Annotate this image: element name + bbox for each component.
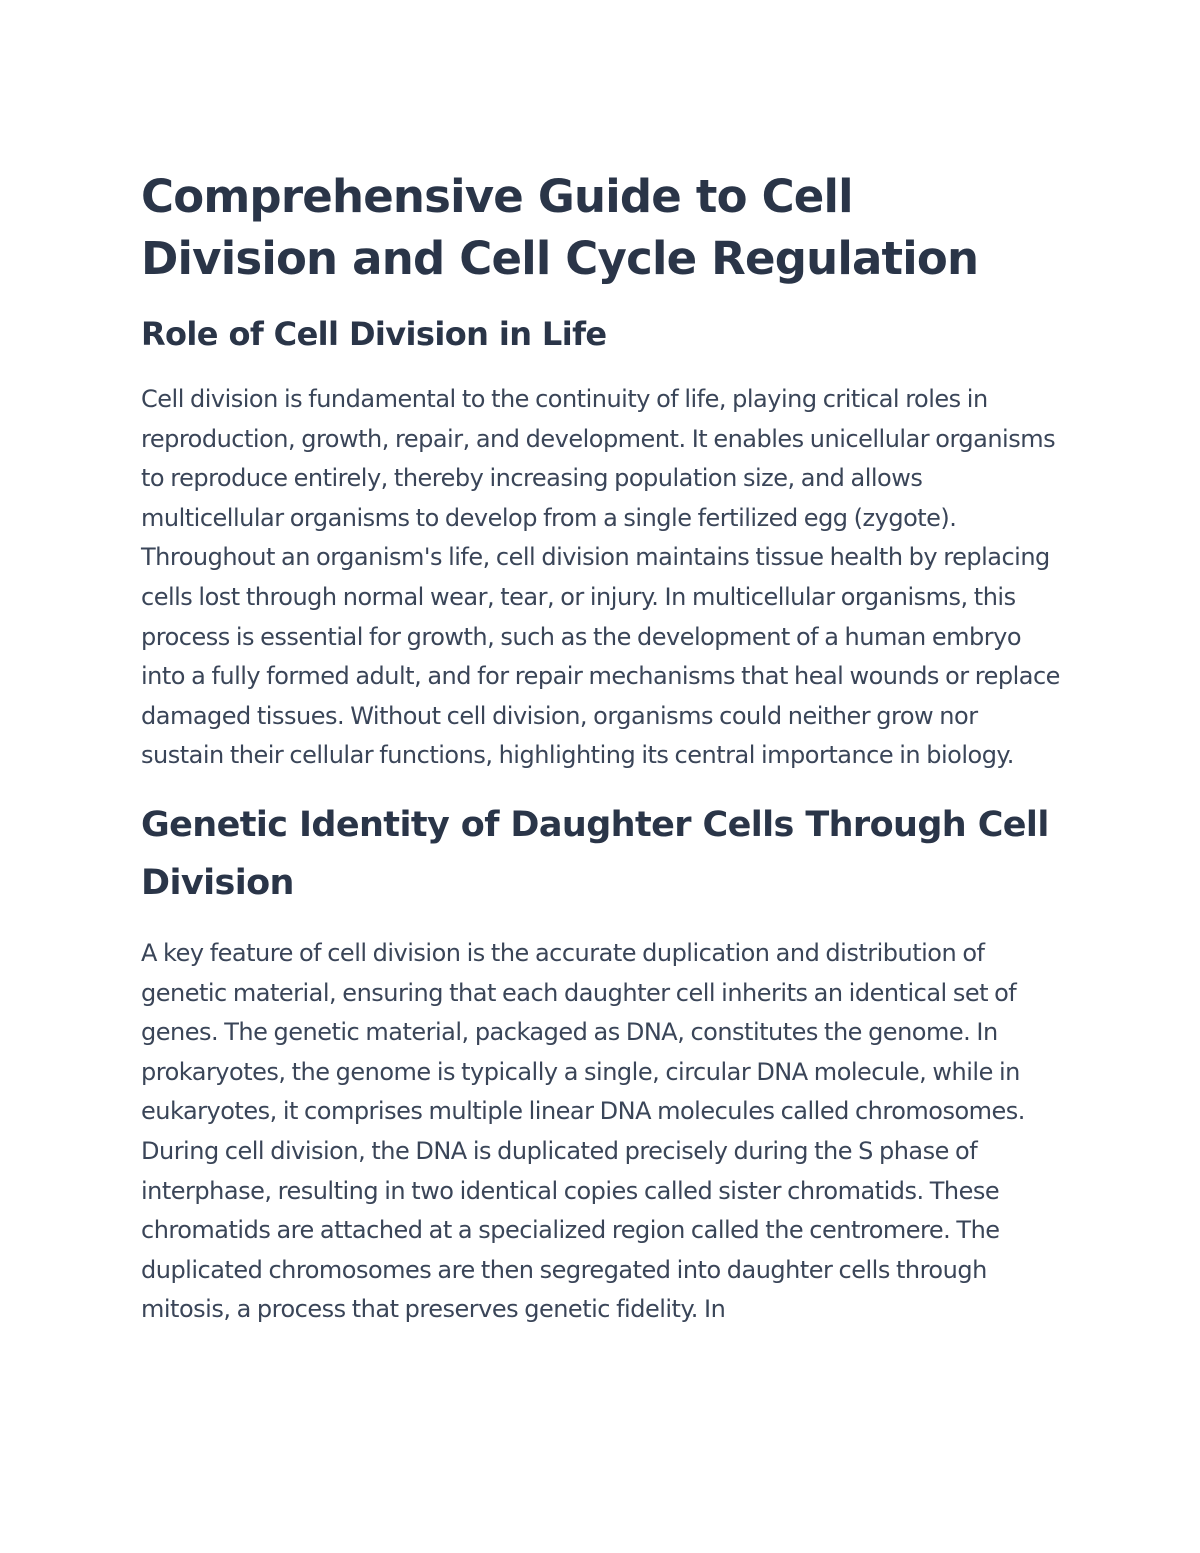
- section-body-genetic-identity: A key feature of cell division is the accurate duplication and distribution of genetic material, ensuring that each daughter cell inherits an identical set of genes. The genetic material, packaged as DNA, constitutes the genome. In prokaryotes, the genome is typically a single, circular DNA molecule, while in eukaryotes, it comprises multiple linear DNA molecules called chromosomes. During cell division, the DNA is duplicated precisely during the S phase of interphase, resulting in two identical copies called sister chromatids. These chromatids are attached at a specialized region called the centromere. The duplicated chromosomes are then segregated into daughter cells through mitosis, a process that preserves genetic fidelity. In: [141, 938, 1025, 1324]
- document-content: [141, 166, 1061, 1330]
- document-title: Comprehensive Guide to Cell Division and Cell Cycle Regulation: [141, 170, 979, 285]
- section-heading-role-of-cell-division: Role of Cell Division in Life: [141, 315, 607, 353]
- section-heading-genetic-identity: Genetic Identity of Daughter Cells Through Cell Division: [141, 804, 1049, 903]
- section-body-role-of-cell-division: Cell division is fundamental to the continuity of life, playing critical roles in reproduction, growth, repair, and development. It enables unicellular organisms to reproduce entirely, thereby increasing population size, and allows multicellular organisms to develop from a single fertilized egg (zygote). Throughout an organism's life, cell division maintains tissue health by replacing cells lost through normal wear, tear, or injury. In multicellular organisms, this process is essential for growth, such as the development of a human embryo into a fully formed adult, and for repair mechanisms that heal wounds or replace damaged tissues. Without cell division, organisms could neither grow nor sustain their cellular functions, highlighting its central importance in biology.: [141, 385, 1060, 770]
